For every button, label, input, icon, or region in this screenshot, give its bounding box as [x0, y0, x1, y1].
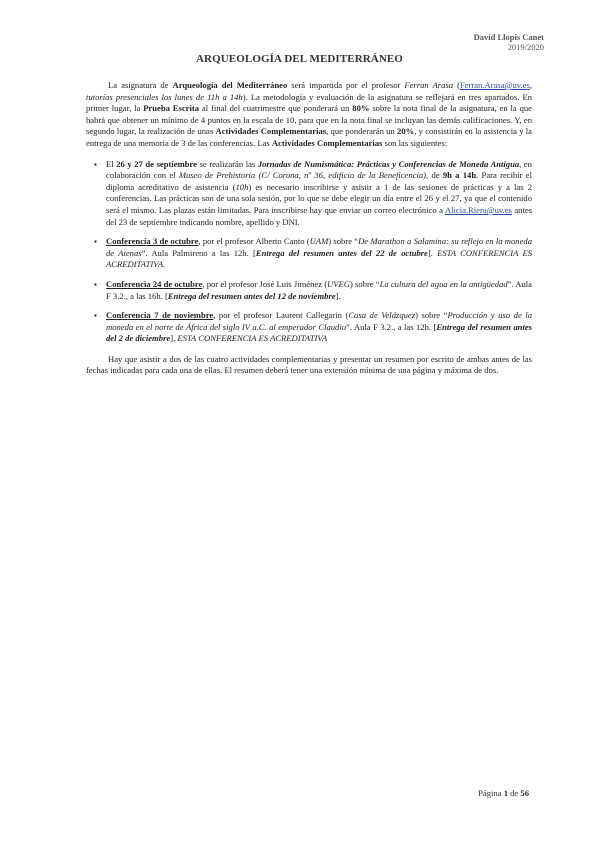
subject-name: Arqueología del Mediterráneo [172, 80, 288, 90]
exam-weight: 80% [352, 103, 370, 114]
current-page: 1 [503, 788, 508, 798]
document-body [86, 80, 532, 386]
diploma-hours: 10h [235, 181, 249, 192]
text: , en colaboración con el [106, 158, 532, 181]
activities-weight: 20% [397, 126, 415, 137]
submission-deadline: Entrega del resumen antes del 22 de octubre [255, 247, 428, 258]
text: ]. [335, 290, 341, 301]
text: , de [426, 170, 443, 181]
professor-name: Ferran Arasa [404, 80, 454, 90]
text: ) sobre “ [415, 310, 448, 321]
conference-heading: Conferencia 7 de noviembre [106, 310, 214, 321]
page-footer [478, 788, 529, 798]
text: antes del 23 de septiembre indicando nombre, apellido y DNI. [106, 204, 532, 227]
text: ”. Aula F 3.2., a las 12h. [ [346, 321, 437, 332]
text: ) es necesario inscribirse y asistir a 1 de las sesiones de prácticas y a las 2 conferencias. Las prácticas son de una sola sesión, por lo que se debe elegir un día entre el 26 y el 27, ya que el contenido será el mismo. Las plazas están limitadas. Para inscribirse hay que enviar un correo electrónico a [106, 181, 532, 215]
text: , [529, 80, 532, 90]
complementary-activities: Actividades Complementarias [271, 137, 383, 148]
professor-email-link[interactable]: Ferran.Arasa@uv.es [459, 80, 530, 90]
institution: UAM [309, 236, 329, 247]
text: ). La metodología y evaluación de la asignatura se reflejará en tres apartados. En primer lugar, la [86, 91, 532, 114]
text: Página [478, 788, 504, 798]
document-title: ARQUEOLOGÍA DEL MEDITERRÁNEO [196, 53, 403, 65]
intro-paragraph [86, 80, 532, 150]
text: , por el profesor Alberto Canto ( [198, 236, 310, 247]
text: ) sobre “ [328, 236, 359, 247]
text: . Para recibir el diploma acreditativo de asistencia ( [106, 170, 532, 192]
activities-list [86, 159, 532, 345]
closing-paragraph: Hay que asistir a dos de las cuatro actividades complementarias y presentar un resumen por escrito de ambas antes de las fechas indicadas para cada una de ellas. El resumen deberá tener una extensión mínima de una página y máxima de dos. [86, 353, 532, 376]
text: , por el profesor José Luis Jiménez ( [202, 278, 328, 289]
venue: Museo de Prehistoria (C/ Corona, nº 36, edificio de la Beneficencia) [178, 170, 427, 181]
text: ”. Aula Palmireno a las 12h. [ [141, 247, 256, 258]
institution: Casa de Velázquez [348, 310, 416, 321]
text: ( [453, 80, 460, 90]
text: será impartida por el profesor [287, 80, 405, 90]
text: ) sobre “ [349, 278, 380, 289]
accreditation-note: ESTA CONFERENCIA ES ACREDITATIVA [177, 333, 328, 344]
conference-topic: Producción y uso de la moneda en el norte de África del siglo IV a.C. al emperador Claudio [106, 310, 532, 332]
submission-deadline: Entrega del resumen antes del 12 de noviembre [167, 290, 336, 301]
text: son las siguientes: [382, 137, 448, 148]
text: ]. [170, 333, 178, 344]
text: , y consistirán en la asistencia y la entrega de una memoria de 3 de las conferencias. Las [86, 126, 532, 148]
accreditation-note: ESTA CONFERENCIA ES ACREDITATIVA. [106, 247, 532, 270]
text: ”. Aula F 3.2., a las 16h. [ [106, 278, 532, 301]
page-header [474, 32, 544, 52]
institution: UVEG [327, 278, 350, 289]
text: se realizarán las [196, 158, 258, 169]
written-exam: Prueba Escrita [143, 103, 200, 114]
event-dates: 26 y 27 de septiembre [116, 158, 197, 169]
text: de [507, 788, 521, 798]
text: , por el profesor Laurent Callegarin ( [213, 310, 349, 321]
event-hours: 9h a 14h [442, 170, 477, 181]
author-name: David Llopis Canet [473, 32, 544, 42]
text: La asignatura de [108, 80, 173, 90]
conference-topic: De Marathon a Salamina: su reflejo en la moneda de Atenas [106, 236, 533, 258]
conference-topic: La cultura del agua en la antigüedad [379, 278, 508, 289]
text: , que ponderarán un [326, 126, 398, 137]
total-pages: 56 [520, 788, 529, 798]
list-item [106, 159, 532, 229]
conference-heading: Conferencia 3 de octubre [106, 236, 199, 247]
registration-email-link[interactable]: Alicia.Riera@uv.es [444, 204, 512, 215]
academic-year: 2019/2020 [507, 42, 544, 52]
conference-heading: Conferencia 24 de octubre [106, 278, 203, 289]
text: El [106, 158, 117, 169]
list-item [106, 310, 532, 345]
list-item [106, 236, 532, 271]
submission-deadline: Entrega del resumen antes del 2 de diciembre [106, 321, 532, 344]
list-item [106, 279, 532, 302]
text: sobre la nota final de la asignatura, en la que habrá que obtener un mínimo de 4 puntos en la escala de 10, para que en la nota final se incluyan las demás calificaciones. Y, en segundo lugar, la realización de unas [86, 103, 532, 137]
text: ]. [427, 247, 438, 258]
event-name: Jornadas de Numismática: Prácticas y Conferencias de Moneda Antigua [257, 158, 520, 169]
text: al final del cuatrimestre que ponderará un [199, 103, 353, 114]
complementary-activities: Actividades Complementarias [215, 126, 327, 137]
tutoring-hours: tutorías presenciales los lunes de 11h a 14h [86, 91, 243, 102]
